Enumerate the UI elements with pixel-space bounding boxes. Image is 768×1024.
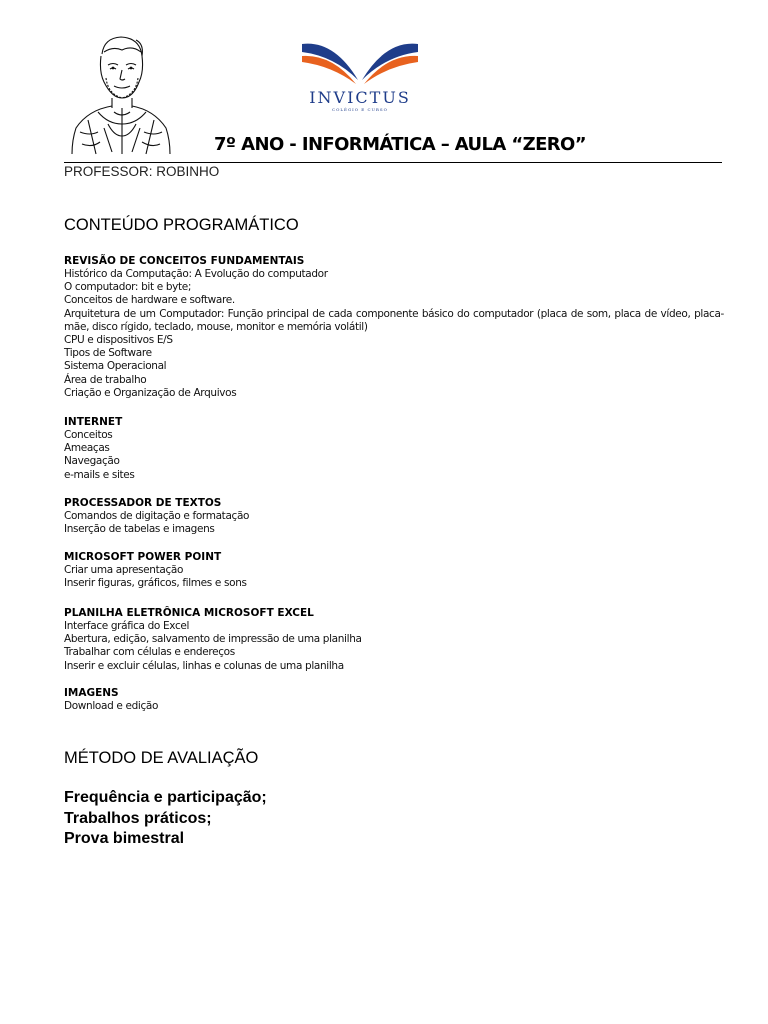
list-item: Ameaças — [64, 442, 110, 455]
section-heading: MICROSOFT POWER POINT — [64, 551, 222, 563]
avaliacao-item: Prova bimestral — [64, 830, 185, 847]
section-imagens — [64, 687, 724, 713]
avaliacao-list — [64, 788, 267, 850]
list-item: Inserção de tabelas e imagens — [64, 523, 215, 536]
section-revisao — [64, 255, 724, 400]
list-item: Sistema Operacional — [64, 360, 167, 373]
list-item: Trabalhar com células e endereços — [64, 646, 235, 659]
list-item: Área de trabalho — [64, 373, 147, 386]
professor-name: PROFESSOR: ROBINHO — [64, 164, 220, 179]
list-item: e-mails e sites — [64, 468, 135, 481]
list-item: CPU e dispositivos E/S — [64, 334, 173, 347]
list-item: Histórico da Computação: A Evolução do computador — [64, 268, 328, 280]
section-heading: PLANILHA ELETRÔNICA MICROSOFT EXCEL — [64, 607, 314, 619]
list-item: Interface gráfica do Excel — [64, 620, 190, 632]
professor-portrait — [68, 32, 174, 156]
section-internet — [64, 416, 724, 482]
list-item: O computador: bit e byte; — [64, 281, 192, 294]
list-item: Conceitos — [64, 429, 113, 441]
avaliacao-item: Frequência e participação; — [64, 789, 267, 806]
document-title: 7º ANO - INFORMÁTICA – AULA “ZERO” — [214, 134, 586, 155]
section-heading: REVISÃO DE CONCEITOS FUNDAMENTAIS — [64, 255, 305, 267]
list-item: Download e edição — [64, 700, 159, 712]
invictus-logo — [298, 40, 422, 116]
list-item: Criação e Organização de Arquivos — [64, 386, 237, 399]
section-heading: PROCESSADOR DE TEXTOS — [64, 497, 222, 509]
section-heading: IMAGENS — [64, 687, 119, 699]
header-divider — [64, 162, 722, 163]
list-item: Comandos de digitação e formatação — [64, 510, 250, 522]
list-item: Inserir e excluir células, linhas e colunas de uma planilha — [64, 659, 344, 672]
list-item: Arquitetura de um Computador: Função principal de cada componente básico do computador (placa de som, placa de vídeo, placa-mãe, disco rígido, teclado, mouse, monitor e memória volátil) — [64, 307, 724, 333]
section-powerpoint — [64, 551, 724, 590]
list-item: Navegação — [64, 455, 120, 468]
list-item: Abertura, edição, salvamento de impressão de uma planilha — [64, 633, 362, 646]
programa-heading: CONTEÚDO PROGRAMÁTICO — [64, 216, 299, 234]
list-item: Conceitos de hardware e software. — [64, 294, 235, 307]
section-excel — [64, 607, 724, 673]
list-item: Tipos de Software — [64, 347, 152, 360]
section-heading: INTERNET — [64, 416, 123, 428]
avaliacao-item: Trabalhos práticos; — [64, 809, 212, 827]
list-item: Criar uma apresentação — [64, 564, 184, 576]
avaliacao-heading: MÉTODO DE AVALIAÇÃO — [64, 749, 259, 767]
logo-brand: INVICTUS — [309, 88, 411, 107]
section-processador — [64, 497, 724, 536]
list-item: Inserir figuras, gráficos, filmes e sons — [64, 577, 247, 590]
logo-subtitle: COLÉGIO E CURSO — [332, 107, 388, 112]
